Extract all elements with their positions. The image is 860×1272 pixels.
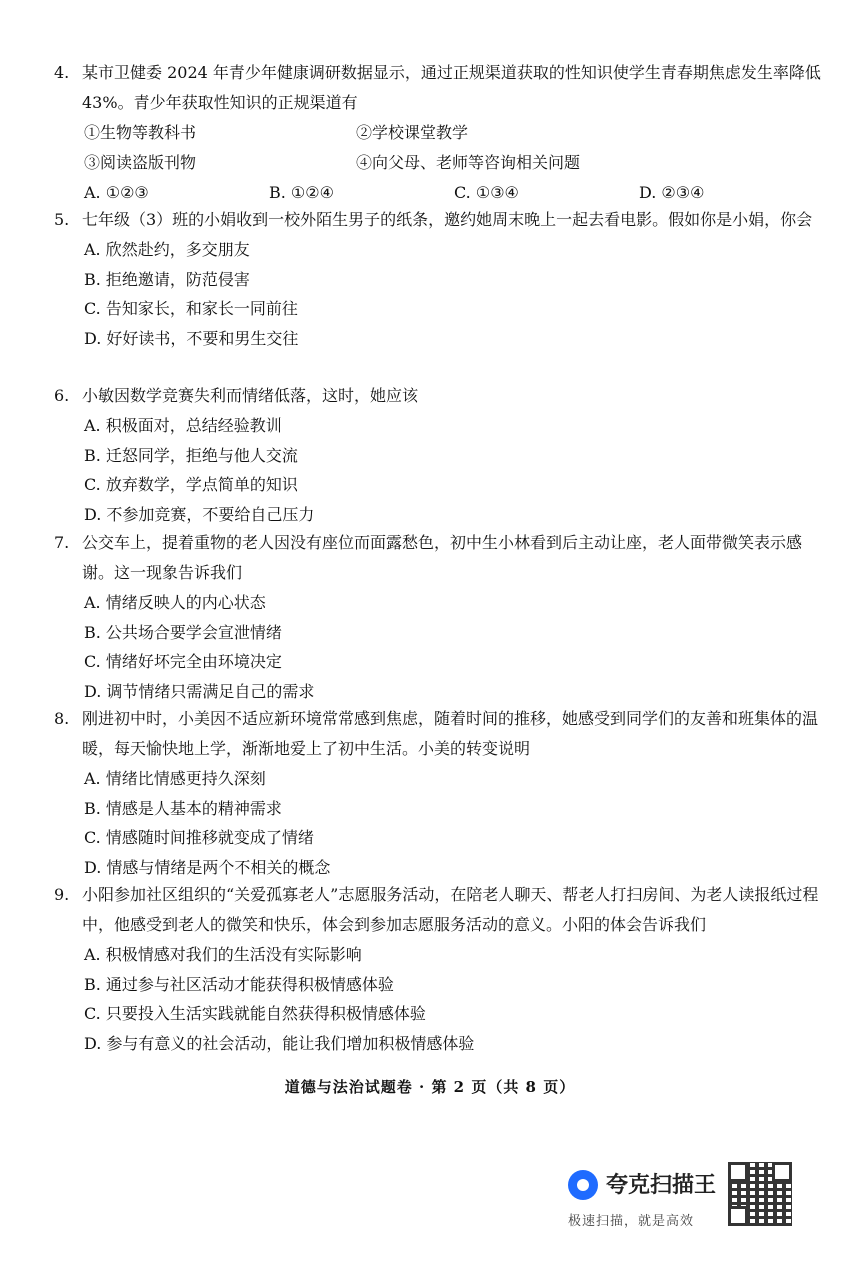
- option-a: A. ①②③: [84, 183, 149, 202]
- question-number: 5.: [54, 210, 70, 229]
- question-stem: 七年级（3）班的小娟收到一校外陌生男子的纸条，邀约她周末晚上一起去看电影。假如你是小娟，你会: [82, 210, 813, 229]
- question-stem: 刚进初中时，小美因不适应新环境常常感到焦虑，随着时间的推移，她感受到同学们的友善和班集体的温暖，每天愉快地上学，渐渐地爱上了初中生活。小美的转变说明: [82, 709, 819, 758]
- question-number: 7.: [54, 533, 70, 552]
- statements-row: [84, 148, 824, 178]
- option-c: C. 放弃数学，学点简单的知识: [84, 475, 298, 494]
- option-d: D. 参与有意义的社会活动，能让我们增加积极情感体验: [84, 1033, 475, 1053]
- question-stem: 小阳参加社区组织的“关爱孤寡老人”志愿服务活动，在陪老人聊天、帮老人打扫房间、为老人读报纸过程中，他感受到老人的微笑和快乐，体会到参加志愿服务活动的意义。小阳的体会告诉我们: [82, 885, 819, 934]
- options-row: [84, 178, 824, 208]
- statements-row: [84, 118, 824, 148]
- watermark-slogan: 极速扫描，就是高效: [568, 1214, 695, 1229]
- statement-2: ②学校课堂教学: [356, 123, 469, 142]
- option-c: C. ①③④: [454, 183, 519, 202]
- option-d: D. 不参加竞赛，不要给自己压力: [84, 504, 315, 524]
- quark-logo-icon: [568, 1170, 598, 1200]
- option-c: C. 情感随时间推移就变成了情绪: [84, 828, 314, 847]
- option-c: C. 只要投入生活实践就能自然获得积极情感体验: [84, 1004, 426, 1023]
- question-number: 6.: [54, 386, 70, 405]
- question-4: [54, 58, 824, 208]
- question-number: 4.: [54, 63, 70, 82]
- question-7: [54, 528, 824, 706]
- question-number: 9.: [54, 885, 70, 904]
- option-a: A. 积极面对，总结经验教训: [84, 416, 282, 435]
- page-footer: 道德与法治试题卷 · 第 2 页（共 8 页）: [284, 1078, 576, 1096]
- question-9: [54, 880, 824, 1058]
- statement-4: ④向父母、老师等咨询相关问题: [356, 153, 581, 172]
- option-a: A. 欣然赴约，多交朋友: [84, 240, 250, 259]
- option-d: D. 好好读书，不要和男生交往: [84, 328, 299, 348]
- question-stem: 公交车上，提着重物的老人因没有座位而面露愁色，初中生小林看到后主动让座，老人面带微笑表示感谢。这一现象告诉我们: [82, 533, 803, 582]
- option-a: A. 情绪比情感更持久深刻: [84, 769, 266, 788]
- option-b: B. ①②④: [269, 183, 334, 202]
- option-c: C. 情绪好坏完全由环境决定: [84, 652, 282, 671]
- question-stem: 某市卫健委 2024 年青少年健康调研数据显示，通过正规渠道获取的性知识使学生青春期焦虑发生率降低 43%。青少年获取性知识的正规渠道有: [82, 63, 821, 112]
- option-b: B. 通过参与社区活动才能获得积极情感体验: [84, 974, 394, 994]
- option-b: B. 情感是人基本的精神需求: [84, 798, 282, 818]
- option-a: A. 积极情感对我们的生活没有实际影响: [84, 945, 362, 964]
- question-6: [54, 381, 824, 529]
- option-d: D. 情感与情绪是两个不相关的概念: [84, 857, 331, 877]
- watermark-brand-name: 夸克扫描王: [606, 1173, 717, 1198]
- option-b: B. 拒绝邀请，防范侵害: [84, 269, 250, 289]
- question-8: [54, 704, 824, 882]
- option-d: D. ②③④: [639, 183, 705, 202]
- question-stem: 小敏因数学竞赛失利而情绪低落，这时，她应该: [82, 386, 419, 405]
- option-d: D. 调节情绪只需满足自己的需求: [84, 681, 315, 701]
- option-c: C. 告知家长，和家长一同前往: [84, 299, 298, 318]
- scanner-watermark: [564, 1162, 796, 1252]
- statement-3: ③阅读盗版刊物: [84, 153, 197, 172]
- question-number: 8.: [54, 709, 70, 728]
- question-5: [54, 205, 824, 353]
- statement-1: ①生物等教科书: [84, 123, 197, 142]
- option-b: B. 迁怒同学，拒绝与他人交流: [84, 445, 298, 465]
- qr-code-icon: [728, 1162, 792, 1226]
- option-b: B. 公共场合要学会宣泄情绪: [84, 622, 282, 642]
- option-a: A. 情绪反映人的内心状态: [84, 593, 266, 612]
